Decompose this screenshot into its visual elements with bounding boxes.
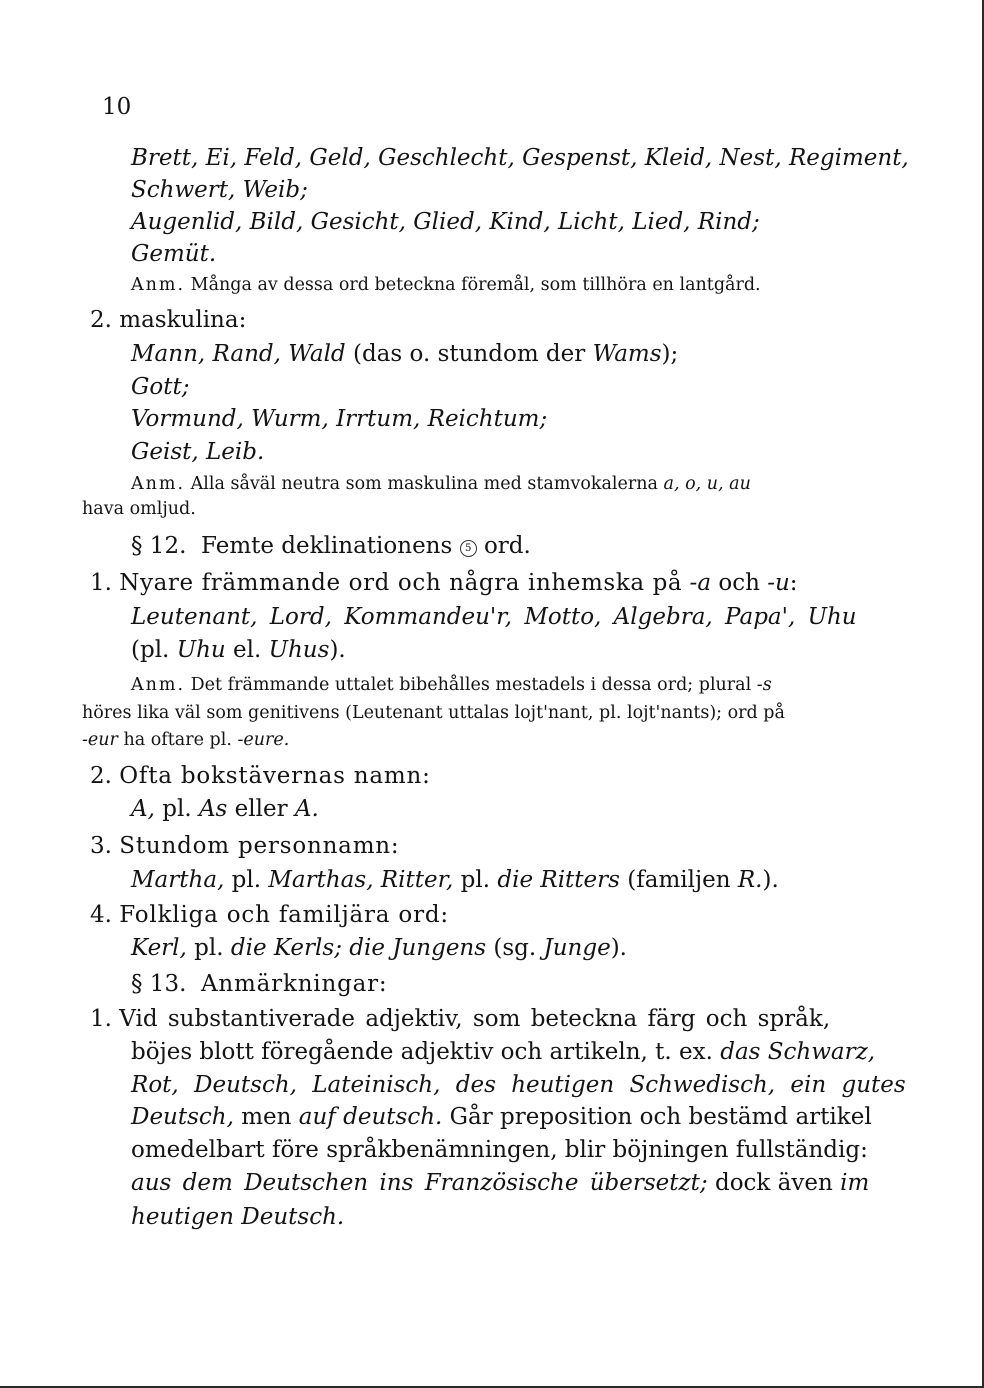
note-label: Anm. <box>131 474 186 494</box>
neuter-examples-line-4: Gemüt. <box>131 241 217 267</box>
list-number: 4. <box>90 902 112 928</box>
circled-number-icon: 5 <box>460 540 477 557</box>
note-2 <box>131 476 751 494</box>
section-sign: § 13. <box>131 971 187 997</box>
example-italic: Uhu <box>176 637 226 663</box>
example-text: pl. <box>162 796 192 822</box>
masc-examples-line-3: Vormund, Wurm, Irrtum, Reichtum; <box>131 406 548 432</box>
example-italic: Martha, <box>131 867 225 893</box>
list-number: 1. <box>90 570 112 596</box>
example-italic: A, <box>131 796 155 822</box>
example-italic: Junge <box>543 935 611 961</box>
s12-item-1-examples: Leutenant, Lord, Kommandeu'r, Motto, Algebra, Papa', Uhu <box>131 604 857 630</box>
s12-item-1-plural <box>131 639 346 662</box>
suffix-u: -u <box>767 570 790 596</box>
list-text: dock även <box>714 1170 833 1196</box>
note-italic: -s <box>756 675 772 695</box>
example-italic: Kerl, <box>131 935 187 961</box>
list-item-2-heading <box>90 309 246 332</box>
list-text: : <box>789 570 798 596</box>
s12-item-3-example <box>131 869 779 892</box>
example-italic: Uhus <box>268 637 330 663</box>
example-italic: Mann, Rand, Wald <box>131 341 346 367</box>
s12-item-4-example <box>131 937 627 960</box>
list-text: böjes blott föregående adjektiv och artikeln, t. ex. <box>131 1039 713 1065</box>
s13-item-1-line-2 <box>131 1041 875 1064</box>
section-sign: § 12. <box>131 533 187 559</box>
list-number: 1. <box>90 1006 112 1032</box>
list-number: 2. <box>90 763 112 789</box>
example-italic: die Kerls; die Jungens <box>230 935 487 961</box>
list-text: Ofta bokstävernas namn: <box>119 763 431 789</box>
example-text: ). <box>762 867 779 893</box>
list-heading: maskulina: <box>119 307 247 333</box>
example-text: ); <box>661 341 679 367</box>
s12-item-2 <box>90 765 431 788</box>
s12-item-2-example <box>131 798 319 821</box>
masc-examples-line-4: Geist, Leib. <box>131 439 265 465</box>
note-3-line-1 <box>131 677 772 695</box>
s13-item-1-line-3: Rot, Deutsch, Lateinisch, des heutigen Schwedisch, ein gutes <box>131 1072 906 1098</box>
neuter-examples-line-2: Schwert, Weib; <box>131 177 308 203</box>
note-3-line-3 <box>82 732 289 750</box>
note-text: ha oftare pl. <box>123 730 232 750</box>
section-13-heading <box>131 973 387 996</box>
list-text: Stundom personnamn: <box>119 833 400 859</box>
example-italic: im <box>840 1170 870 1196</box>
example-text: ). <box>329 637 346 663</box>
example-italic: Marthas, Ritter, <box>268 867 454 893</box>
section-title: Anmärkningar: <box>201 971 388 997</box>
list-text: Går preposition och bestämd artikel <box>449 1104 872 1130</box>
note-1 <box>131 277 761 295</box>
note-italic: -eure. <box>237 730 290 750</box>
note-label: Anm. <box>131 275 186 295</box>
example-text: pl. <box>460 867 491 893</box>
list-text: Vid substantiverade adjektiv, som beteckna färg och språk, <box>119 1006 831 1032</box>
example-italic: auf deutsch. <box>298 1104 443 1130</box>
example-italic: Wams <box>592 341 662 367</box>
neuter-examples-line-1: Brett, Ei, Feld, Geld, Geschlecht, Gespenst, Kleid, Nest, Regiment, <box>131 145 909 171</box>
list-number: 3. <box>90 833 112 859</box>
example-italic: A. <box>294 796 319 822</box>
s12-item-3 <box>90 835 399 858</box>
s13-item-1-line-1 <box>90 1008 830 1031</box>
example-italic: das Schwarz, <box>720 1039 876 1065</box>
s13-item-1-line-5: omedelbart före språkbenämningen, blir böjningen fullständig: <box>131 1137 868 1163</box>
masc-examples-line-2: Gott; <box>131 374 190 400</box>
example-text: eller <box>234 796 288 822</box>
section-title: Femte deklinationens <box>201 533 453 559</box>
list-text: Folkliga och familjära ord: <box>119 902 449 928</box>
list-number: 2. <box>90 307 112 333</box>
section-title-end: ord. <box>483 533 531 559</box>
example-text: (das o. stundom der <box>352 341 586 367</box>
example-italic: Deutsch, <box>131 1104 234 1130</box>
list-text: och <box>718 570 760 596</box>
list-text: men <box>241 1104 292 1130</box>
note-label: Anm. <box>131 675 186 695</box>
note-italic: -eur <box>82 730 118 750</box>
s12-item-1 <box>90 572 798 595</box>
example-text: ). <box>610 935 627 961</box>
page-number: 10 <box>102 94 132 120</box>
example-text: (pl. <box>131 637 170 663</box>
example-text: (familjen <box>627 867 731 893</box>
masc-examples-line-1 <box>131 343 678 366</box>
example-text: pl. <box>194 935 224 961</box>
neuter-examples-line-3: Augenlid, Bild, Gesicht, Glied, Kind, Licht, Lied, Rind; <box>131 209 760 235</box>
list-text: Nyare främmande ord och några inhemska på <box>119 570 683 596</box>
example-text: pl. <box>231 867 262 893</box>
example-text: el. <box>233 637 262 663</box>
s13-item-1-line-7: heutigen Deutsch. <box>131 1204 345 1230</box>
note-text: Alla såväl neutra som maskulina med stamvokalerna <box>190 474 658 494</box>
s13-item-1-line-4 <box>131 1106 872 1129</box>
example-text: (sg. <box>493 935 537 961</box>
example-italic: R. <box>737 867 763 893</box>
suffix-a: -a <box>689 570 712 596</box>
note-vowels: a, o, u, au <box>663 474 751 494</box>
note-text: Det främmande uttalet bibehålles mestadels i dessa ord; plural <box>190 675 752 695</box>
example-italic: die Ritters <box>497 867 620 893</box>
example-italic: As <box>198 796 228 822</box>
s13-item-1-line-6 <box>131 1172 869 1195</box>
example-italic: aus dem Deutschen ins Französische übersetzt; <box>131 1170 708 1196</box>
section-12-heading <box>131 535 531 558</box>
note-3-line-2: höres lika väl som genitivens (Leutenant uttalas lojt'nant, pl. lojt'nants); ord på <box>82 703 785 723</box>
note-text: Många av dessa ord beteckna föremål, som tillhöra en lantgård. <box>190 275 761 295</box>
note-2-continuation: hava omljud. <box>82 499 196 519</box>
s12-item-4 <box>90 904 449 927</box>
